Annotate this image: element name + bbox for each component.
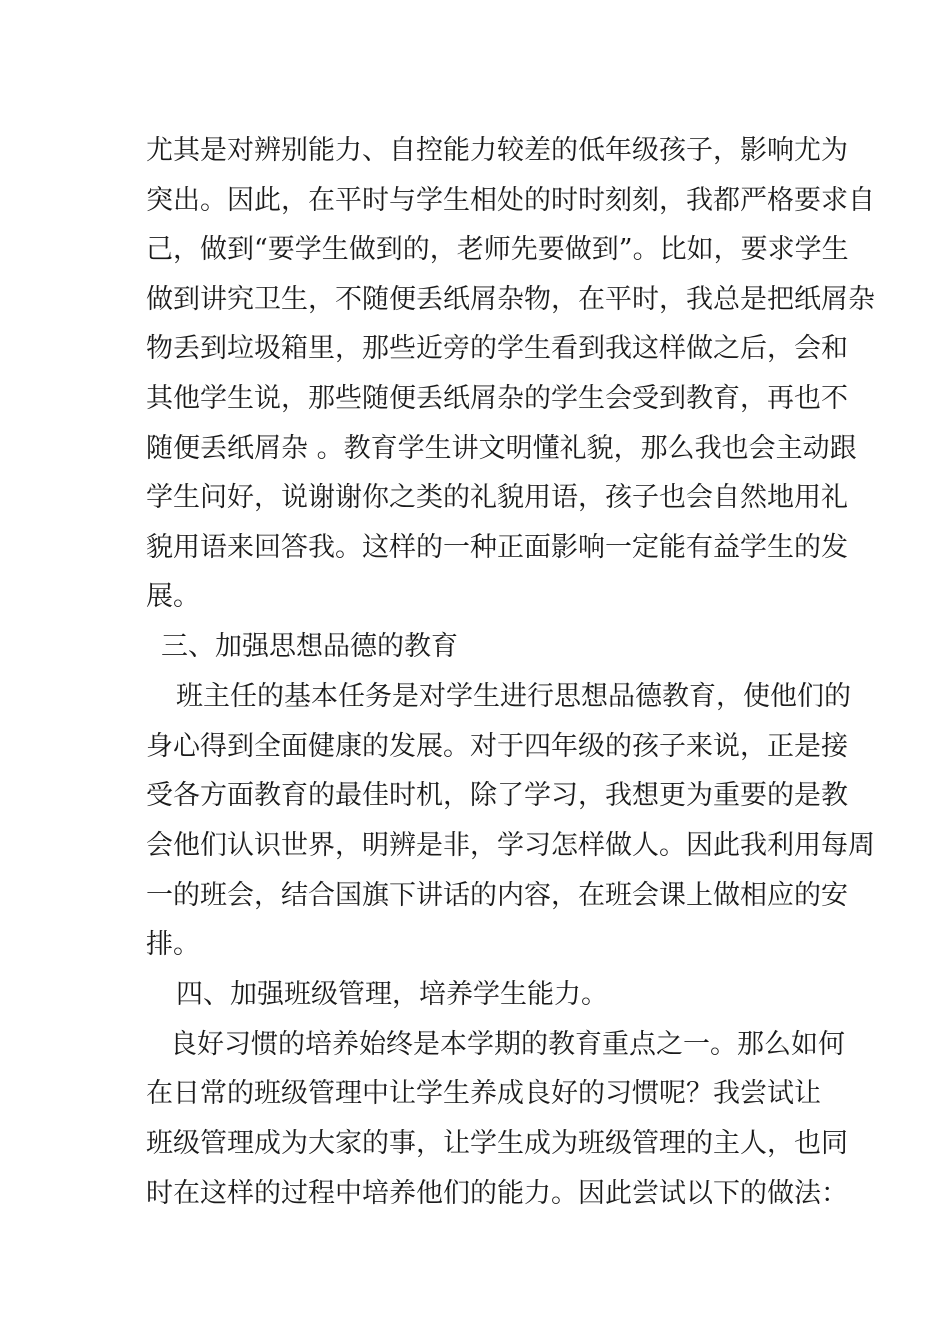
text-line: 在日常的班级管理中让学生养成良好的习惯呢？我尝试让: [146, 1078, 821, 1109]
text-line: 做到讲究卫生，不随便丢纸屑杂物，在平时，我总是把纸屑杂: [146, 284, 875, 315]
text-line: 时在这样的过程中培养他们的能力。因此尝试以下的做法：: [146, 1178, 848, 1209]
text-line: 班级管理成为大家的事，让学生成为班级管理的主人，也同: [146, 1128, 848, 1159]
text-line: 身心得到全面健康的发展。对于四年级的孩子来说，正是接: [146, 731, 848, 762]
text-line: 学生问好，说谢谢你之类的礼貌用语，孩子也会自然地用礼: [146, 482, 848, 513]
text-line: 随便丢纸屑杂 。教育学生讲文明懂礼貌，那么我也会主动跟: [146, 433, 857, 464]
text-line: 其他学生说，那些随便丢纸屑杂的学生会受到教育，再也不: [146, 383, 848, 414]
text-line: 一的班会，结合国旗下讲话的内容，在班会课上做相应的安: [146, 880, 848, 911]
text-line: 展。: [146, 581, 200, 612]
section-heading: 三、加强思想品德的教育: [161, 631, 458, 662]
text-line: 突出。因此，在平时与学生相处的时时刻刻，我都严格要求自: [146, 185, 875, 216]
text-line: 受各方面教育的最佳时机，除了学习，我想更为重要的是教: [146, 780, 848, 811]
text-line: 己，做到“要学生做到的，老师先要做到”。比如，要求学生: [146, 234, 849, 265]
text-line: 排。: [146, 929, 200, 960]
text-line: 貌用语来回答我。这样的一种正面影响一定能有益学生的发: [146, 532, 848, 563]
paragraph-first-line: 良好习惯的培养始终是本学期的教育重点之一。那么如何: [170, 1029, 845, 1060]
text-line: 会他们认识世界，明辨是非，学习怎样做人。因此我利用每周: [146, 830, 875, 861]
paragraph-first-line: 班主任的基本任务是对学生进行思想品德教育，使他们的: [176, 681, 851, 712]
text-line: 物丢到垃圾箱里，那些近旁的学生看到我这样做之后，会和: [146, 333, 848, 364]
section-heading: 四、加强班级管理，培养学生能力。: [176, 979, 608, 1010]
text-line: 尤其是对辨别能力、自控能力较差的低年级孩子，影响尤为: [146, 135, 848, 166]
